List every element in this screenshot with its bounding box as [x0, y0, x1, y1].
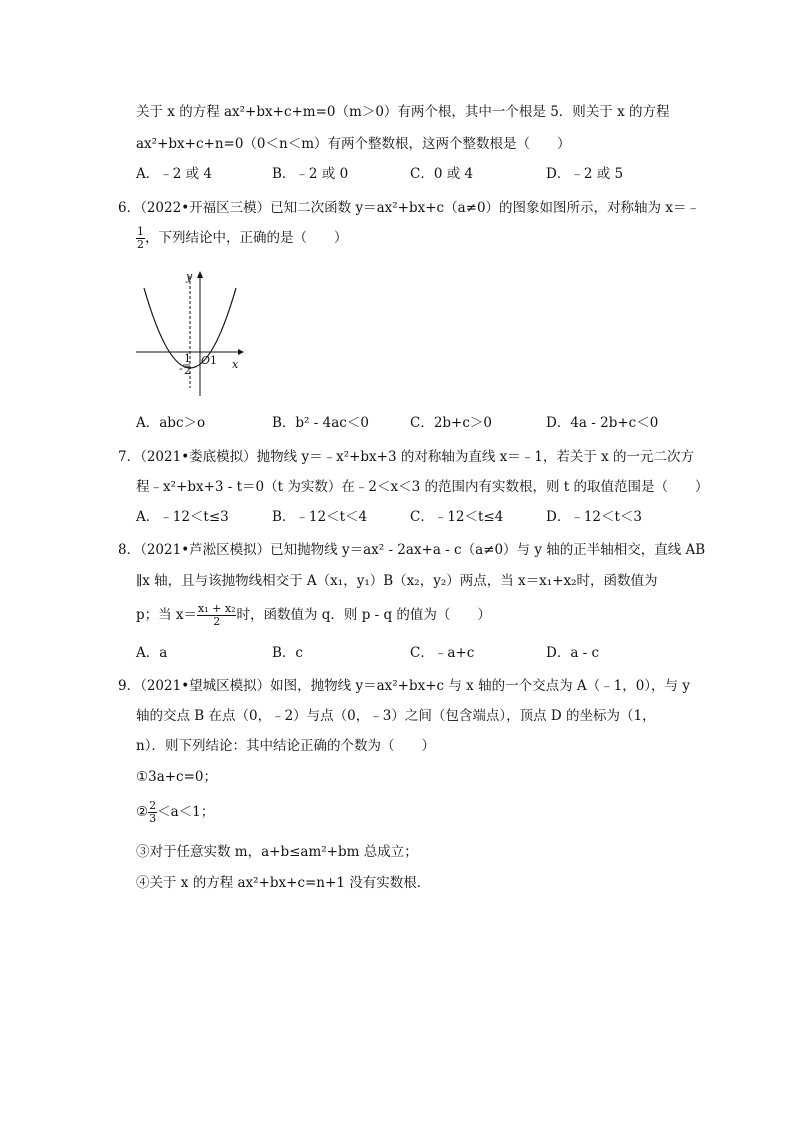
q6-fraction: [136, 226, 145, 251]
q9-c2-post: ＜a＜1；: [157, 804, 215, 820]
q9-c2-den: 3: [149, 812, 157, 825]
q6-line-2-text: ，下列结论中，正确的是（ ）: [145, 230, 348, 246]
q6-parabola-graph: [134, 268, 244, 396]
q6-option-a: A．abc＞o: [136, 415, 206, 431]
q7-line-1: 7．（2021•娄底模拟）抛物线 y＝﹣x²+bx+3 的对称轴为直线 x＝﹣1，若关于 x 的一元二次方: [118, 449, 695, 465]
q8-line-1: 8．（2021•芦淞区模拟）已知抛物线 y＝ax² - 2ax+a - c（a≠0）与 y 轴的正半轴相交，直线 AB: [118, 542, 706, 558]
q8-option-c: C．﹣a+c: [410, 645, 475, 661]
q9-line-1: 9．（2021•望城区模拟）如图，抛物线 y＝ax²+bx+c 与 x 轴的一个交点为 A（﹣1，0），与 y: [118, 678, 690, 694]
q9-conclusion-3: ③对于任意实数 m，a+b≤am²+bm 总成立；: [136, 844, 418, 860]
q9-c2-pre: ②: [136, 804, 149, 820]
y-axis-arrow: [197, 271, 203, 278]
q6-line-2: [136, 226, 348, 251]
q8-option-b: B．c: [272, 645, 303, 661]
q6-frac-num: 1: [137, 225, 144, 238]
q5-option-b: B．﹣2 或 0: [272, 166, 349, 182]
q5-line-1: 关于 x 的方程 ax²+bx+c+m=0（m＞0）有两个根，其中一个根是 5．则关于 x 的方程: [136, 104, 670, 120]
q7-line-2: 程﹣x²+bx+3 - t＝0（t 为实数）在﹣2＜x＜3 的范围内有实数根，则 t 的取值范围是（ ）: [136, 479, 709, 495]
graph-neg-sign: -: [179, 362, 183, 375]
q6-frac-den: 2: [137, 238, 144, 251]
q8-line-3-post: 时，函数值为 q．则 p - q 的值为（ ）: [236, 607, 491, 623]
q8-line-3: [136, 603, 491, 628]
q8-line-3-pre: p；当 x＝: [136, 607, 198, 623]
graph-one-label: 1: [210, 354, 217, 367]
q9-conclusion-2: [136, 800, 214, 825]
q5-option-d: D．﹣2 或 5: [546, 166, 624, 182]
q7-option-b: B．﹣12＜t＜4: [272, 509, 368, 525]
q6-option-b: B．b² - 4ac＜0: [272, 415, 369, 431]
x-axis-arrow: [238, 349, 244, 355]
q8-line-2: ∥x 轴，且与该抛物线相交于 A（x₁，y₁）B（x₂，y₂）两点，当 x＝x₁+x₂时，函数值为: [136, 573, 658, 589]
q9-c2-num: 2: [149, 799, 157, 812]
graph-y-label: y: [186, 270, 193, 283]
q5-option-c: C．0 或 4: [410, 166, 474, 182]
q8-option-a: A．a: [136, 645, 168, 661]
q9-line-2: 轴的交点 B 在点（0，﹣2）与点（0，﹣3）之间（包含端点），顶点 D 的坐标为（1，: [136, 708, 656, 724]
q9-conclusion-4: ④关于 x 的方程 ax²+bx+c=n+1 没有实数根．: [136, 875, 431, 891]
q6-option-d: D．4a - 2b+c＜0: [546, 415, 659, 431]
q8-fraction: [197, 603, 236, 628]
q9-c2-fraction: [148, 800, 157, 825]
q5-option-a: A．﹣2 或 4: [136, 166, 213, 182]
q8-frac-den: 2: [213, 615, 221, 628]
q6-graph-svg: [134, 268, 244, 396]
q7-option-a: A．﹣12＜t≤3: [136, 509, 229, 525]
q7-option-c: C．﹣12＜t≤4: [410, 509, 504, 525]
graph-neg-half-num: 1: [184, 352, 191, 365]
q6-option-c: C．2b+c＞0: [410, 415, 493, 431]
q9-conclusion-1: ①3a+c=0；: [136, 769, 218, 785]
q6-line-1: 6．（2022•开福区三模）已知二次函数 y＝ax²+bx+c（a≠0）的图象如图所示，对称轴为 x＝﹣: [118, 200, 700, 216]
graph-origin-label: O: [201, 354, 211, 367]
graph-neg-half-den: 2: [184, 364, 191, 377]
q9-line-3: n）．则下列结论：其中结论正确的个数为（ ）: [136, 738, 435, 754]
q8-option-d: D．a - c: [546, 645, 600, 661]
q7-option-d: D．﹣12＜t＜3: [546, 509, 643, 525]
q5-line-2: ax²+bx+c+n=0（0＜n＜m）有两个整数根，这两个整数根是（ ）: [136, 136, 571, 152]
graph-x-label: x: [232, 358, 239, 371]
q8-frac-num: x₁ + x₂: [198, 602, 236, 615]
